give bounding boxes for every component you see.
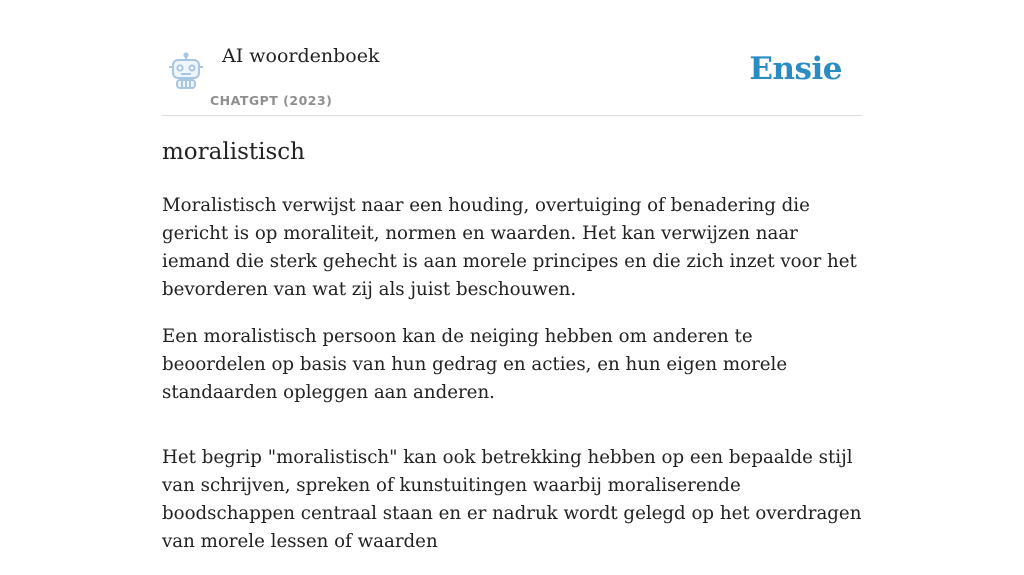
headword: moralistisch xyxy=(162,139,305,165)
definition-paragraph-1: Moralistisch verwijst naar een houding, overtuiging of benadering die gericht is op moraliteit, normen en waarden. Het kan verwijzen naar iemand die sterk gehecht is aan morele principes en die zich inzet voor het bevorderen van wat zij als juist beschouwen. xyxy=(162,195,857,300)
definition-paragraph-3: Het begrip "moralistisch" kan ook betrekking hebben op een bepaalde stijl van schrijven, spreken of kunstuitingen waarbij moraliserende boodschappen centraal staan en er nadruk wordt gelegd op het overdragen van morele lessen of waarden xyxy=(162,447,862,552)
source-title[interactable]: AI woordenboek xyxy=(222,45,380,67)
source-subtitle: CHATGPT (2023) xyxy=(210,93,333,108)
robot-icon xyxy=(166,52,206,90)
definition-paragraph-2: Een moralistisch persoon kan de neiging hebben om anderen te beoordelen op basis van hun gedrag en acties, en hun eigen morele standaarden opleggen aan anderen. xyxy=(162,326,788,403)
header xyxy=(162,0,862,116)
definition-body xyxy=(162,192,862,575)
brand-logo[interactable]: Ensie xyxy=(749,51,842,87)
